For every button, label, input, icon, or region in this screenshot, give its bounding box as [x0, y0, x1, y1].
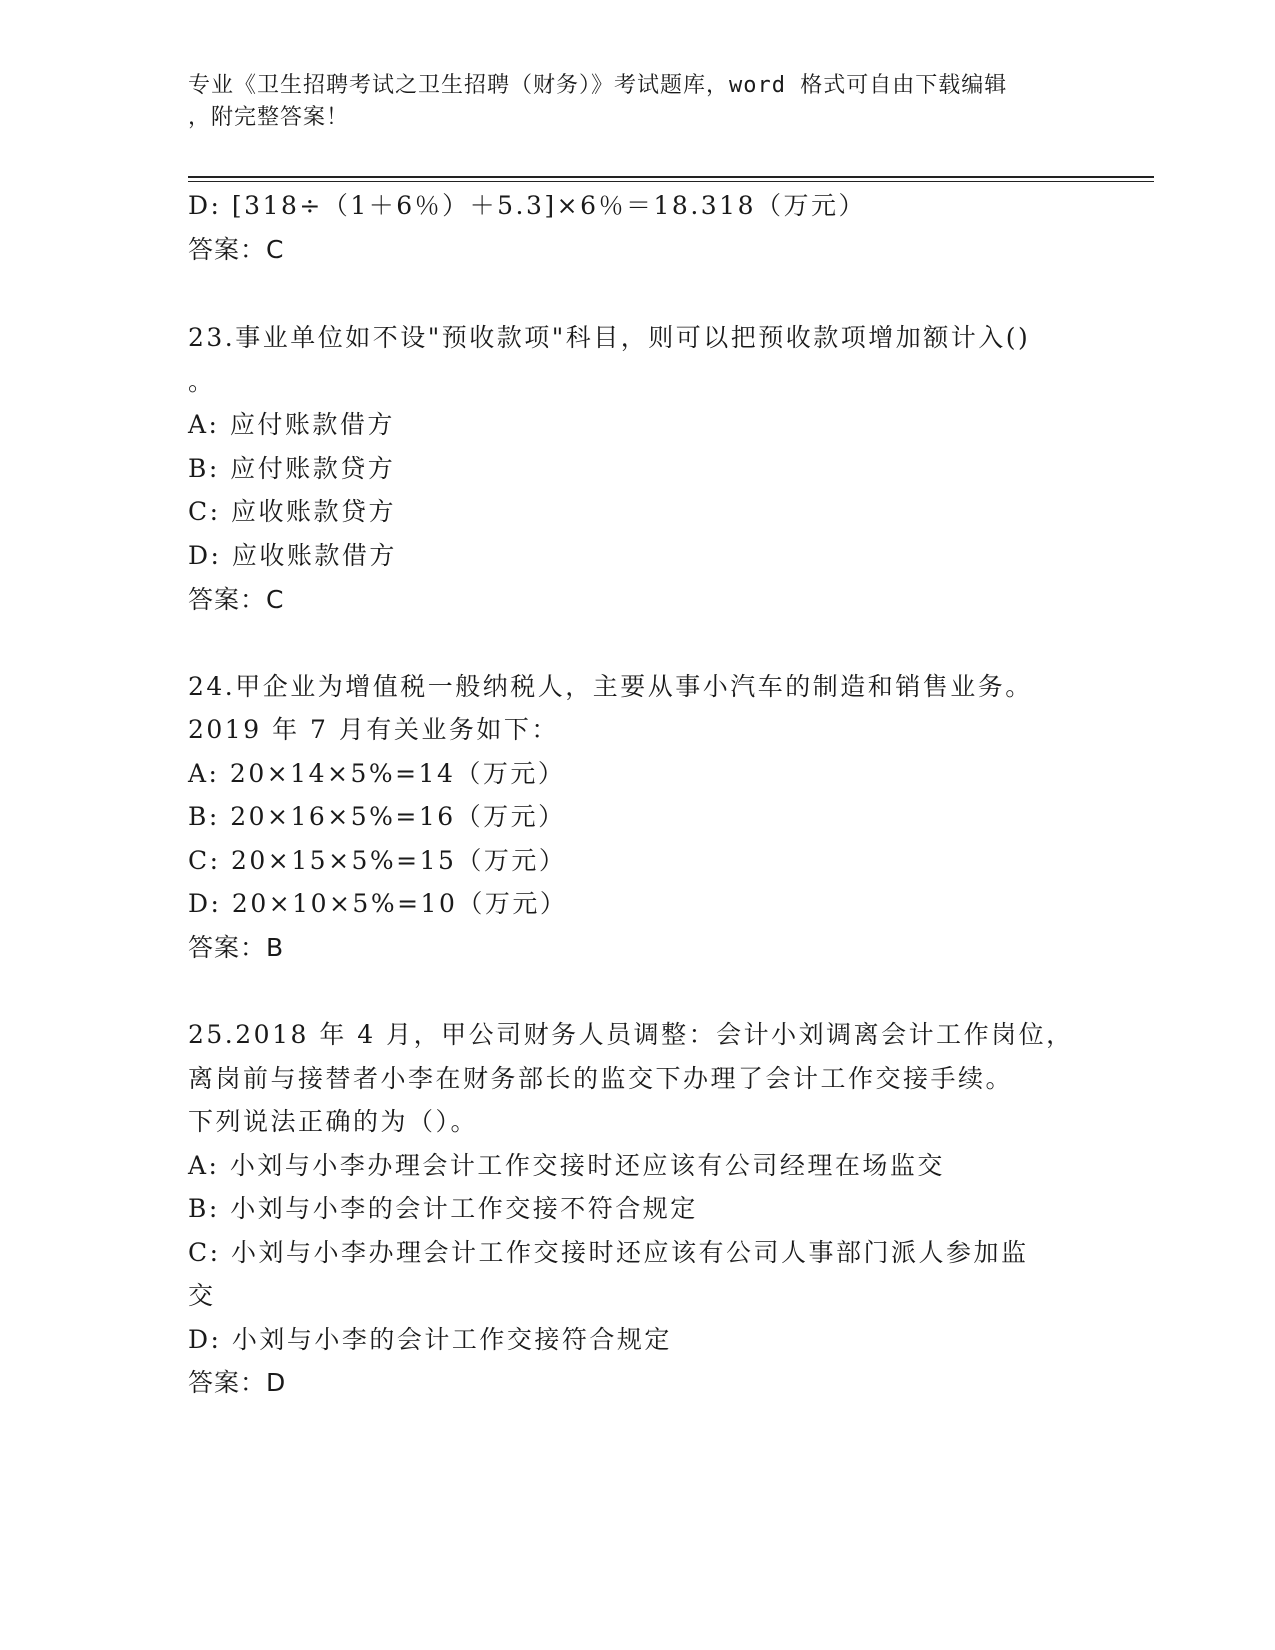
header-rule-thick: [188, 176, 1154, 178]
q23-option-d: D: 应收账款借方: [188, 541, 397, 570]
q24-option-b: B: 20×16×5%=16（万元）: [188, 802, 566, 831]
q23-option-a: A: 应付账款借方: [188, 410, 395, 439]
q25-answer: 答案：D: [188, 1368, 287, 1397]
q25-option-c-line-2: 交: [188, 1281, 216, 1310]
q25-option-b: B: 小刘与小李的会计工作交接不符合规定: [188, 1194, 698, 1223]
q24-option-a: A: 20×14×5%=14（万元）: [188, 759, 566, 788]
header-line-1: 专业《卫生招聘考试之卫生招聘（财务）》考试题库，word 格式可自由下载编辑: [188, 73, 1008, 98]
q25-option-d: D: 小刘与小李的会计工作交接符合规定: [188, 1325, 672, 1354]
q25-stem-line-1: 25.2018 年 4 月，甲公司财务人员调整：会计小刘调离会计工作岗位，: [188, 1020, 1074, 1049]
document-header: [188, 70, 1088, 134]
q24-stem-line-2: 2019 年 7 月有关业务如下：: [188, 715, 559, 744]
q24-stem-line-1: 24.甲企业为增值税一般纳税人，主要从事小汽车的制造和销售业务。: [188, 672, 1033, 701]
q23-option-c: C: 应收账款贷方: [188, 497, 396, 526]
prev-answer: 答案：C: [188, 235, 285, 264]
q25-stem-line-3: 下列说法正确的为（）。: [188, 1107, 479, 1136]
q25-stem-line-2: 离岗前与接替者小李在财务部长的监交下办理了会计工作交接手续。: [188, 1064, 1014, 1093]
q24-answer: 答案：B: [188, 933, 285, 962]
q24-option-d: D: 20×10×5%=10（万元）: [188, 889, 568, 918]
q25-option-a: A: 小刘与小李办理会计工作交接时还应该有公司经理在场监交: [188, 1151, 945, 1180]
q23-option-b: B: 应付账款贷方: [188, 454, 396, 483]
q23-answer: 答案：C: [188, 585, 285, 614]
header-rule-thin: [188, 181, 1154, 182]
q25-option-c-line-1: C: 小刘与小李办理会计工作交接时还应该有公司人事部门派人参加监: [188, 1238, 1029, 1267]
q24-option-c: C: 20×15×5%=15（万元）: [188, 846, 567, 875]
prev-option-d: D: [318÷（1＋6％）＋5.3]×6％＝18.318（万元）: [188, 191, 866, 220]
header-line-2: ，附完整答案！: [188, 105, 350, 130]
q23-stem-line-2: 。: [188, 367, 216, 396]
q23-stem-line-1: 23.事业单位如不设"预收款项"科目，则可以把预收款项增加额计入(): [188, 323, 1031, 352]
